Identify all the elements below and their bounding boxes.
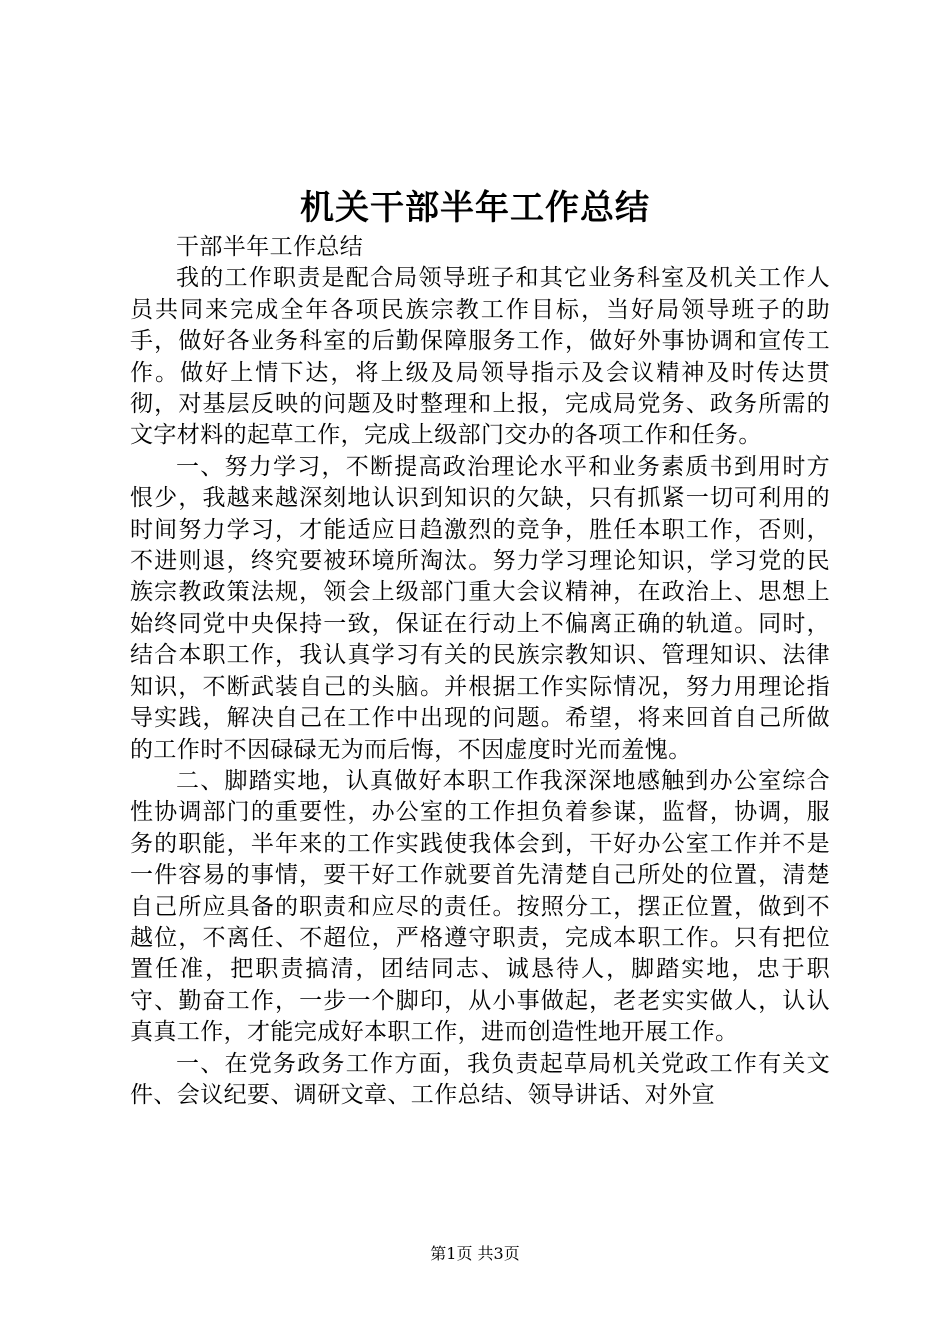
paragraph-study: 一、努力学习，不断提高政治理论水平和业务素质书到用时方恨少，我越来越深刻地认识到知识的欠缺，只有抓紧一切可利用的时间努力学习，才能适应日趋激烈的竞争，胜任本职工作，否则，不进则退，终究要被环境所淘汰。努力学习理论知识，学习党的民族宗教政策法规，领会上级部门重大会议精神，在政治上、思想上始终同党中央保持一致，保证在行动上不偏离正确的轨道。同时，结合本职工作，我认真学习有关的民族宗教知识、管理知识、法律知识，不断武装自己的头脑。并根据工作实际情况，努力用理论指导实践，解决自己在工作中出现的问题。希望，将来回首自己所做的工作时不因碌碌无为而后悔，不因虚度时光而羞愧。 — [130, 453, 830, 763]
paragraph-subtitle: 干部半年工作总结 — [176, 234, 364, 260]
document-body — [130, 232, 830, 1111]
page-footer: 第1页 共3页 — [430, 1244, 520, 1263]
document-title: 机关干部半年工作总结 — [300, 188, 650, 228]
paragraph-work: 二、脚踏实地，认真做好本职工作我深深地感触到办公室综合性协调部门的重要性，办公室的工作担负着参谋，监督，协调，服务的职能，半年来的工作实践使我体会到，干好办公室工作并不是一件容易的事情，要干好工作就要首先清楚自己所处的位置，清楚自己所应具备的职责和应尽的责任。按照分工，摆正位置，做到不越位，不离任、不超位，严格遵守职责，完成本职工作。只有把位置任准，把职责搞清，团结同志、诚恳待人，脚踏实地，忠于职守、勤奋工作，一步一个脚印，从小事做起，老老实实做人，认认真真工作，才能完成好本职工作，进而创造性地开展工作。 — [130, 767, 830, 1046]
paragraph-duties: 我的工作职责是配合局领导班子和其它业务科室及机关工作人员共同来完成全年各项民族宗教工作目标，当好局领导班子的助手，做好各业务科室的后勤保障服务工作，做好外事协调和宣传工作。做好上情下达，将上级及局领导指示及会议精神及时传达贯彻，对基层反映的问题及时整理和上报，完成局党务、政务所需的文字材料的起草工作，完成上级部门交办的各项工作和任务。 — [130, 265, 830, 449]
paragraph-party-affairs: 一、在党务政务工作方面，我负责起草局机关党政工作有关文件、会议纪要、调研文章、工作总结、领导讲话、对外宣 — [130, 1050, 830, 1108]
